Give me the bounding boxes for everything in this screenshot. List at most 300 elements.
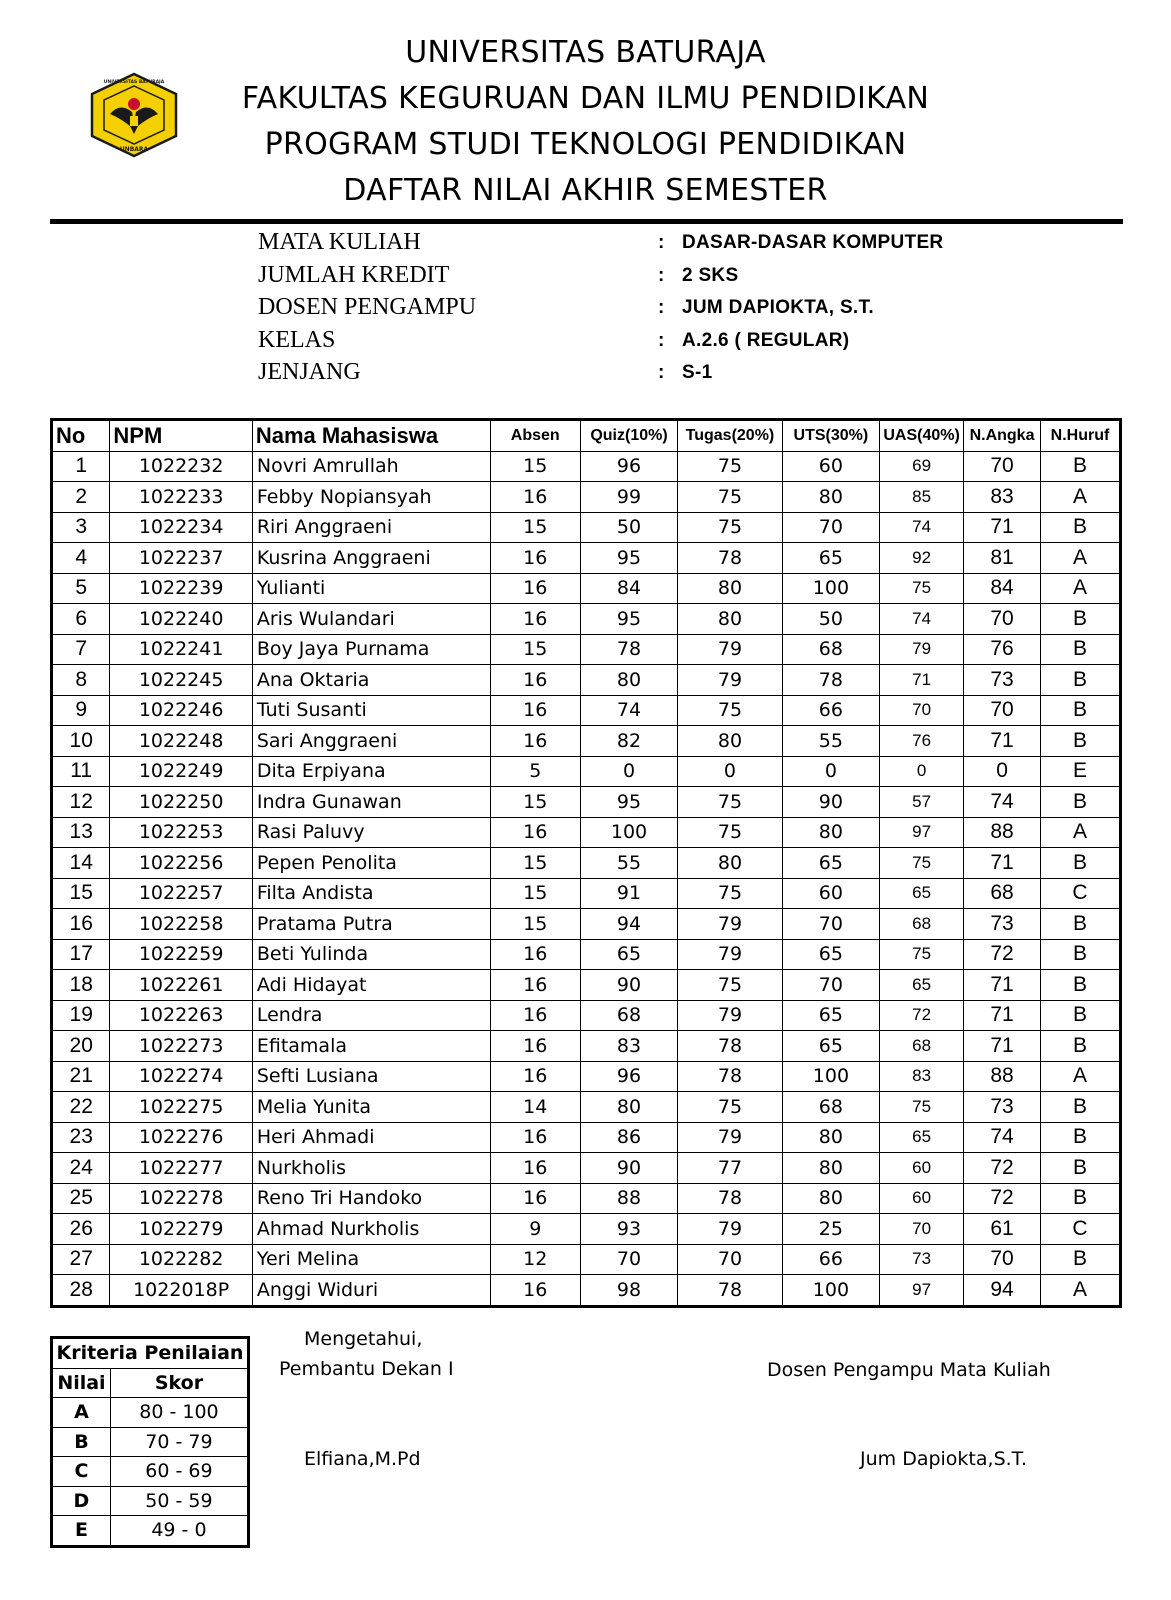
column-header: N.Huruf (1040, 420, 1120, 452)
column-header: Nama Mahasiswa (252, 420, 490, 452)
table-row (52, 1000, 1121, 1031)
table-cell: 16 (490, 1275, 580, 1307)
table-cell: 75 (678, 482, 783, 513)
table-cell: Filta Andista (252, 878, 490, 909)
table-cell: 65 (782, 543, 879, 574)
table-cell: Efitamala (252, 1031, 490, 1062)
table-cell: 72 (964, 939, 1041, 970)
table-cell: 99 (580, 482, 677, 513)
course-info-row (258, 291, 1078, 324)
table-cell: 79 (678, 1122, 783, 1153)
table-cell: 8 (52, 665, 110, 696)
criteria-score: 49 - 0 (110, 1516, 248, 1547)
course-info-row (258, 259, 1078, 292)
table-cell: 80 (782, 1183, 879, 1214)
table-cell: 78 (678, 543, 783, 574)
course-info-value: A.2.6 ( REGULAR) (682, 329, 850, 351)
table-cell: 75 (880, 1092, 964, 1123)
criteria-col-grade: Nilai (52, 1368, 111, 1398)
logo-text-bottom: UNBARA (119, 146, 149, 153)
table-cell: Lendra (252, 1000, 490, 1031)
table-cell: B (1040, 665, 1120, 696)
table-cell: 15 (490, 512, 580, 543)
table-row (52, 665, 1121, 696)
table-cell: 16 (490, 970, 580, 1001)
table-cell: 1022257 (110, 878, 252, 909)
table-cell: 21 (52, 1061, 110, 1092)
column-header: Quiz(10%) (580, 420, 677, 452)
table-cell: 26 (52, 1214, 110, 1245)
criteria-row (52, 1486, 249, 1516)
table-cell: 60 (782, 878, 879, 909)
table-cell: 1022237 (110, 543, 252, 574)
table-cell: 81 (964, 543, 1041, 574)
criteria-col-score: Skor (110, 1368, 248, 1398)
table-cell: Sefti Lusiana (252, 1061, 490, 1092)
table-cell: 50 (580, 512, 677, 543)
table-cell: B (1040, 787, 1120, 818)
table-cell: 70 (964, 1244, 1041, 1275)
table-cell: 72 (880, 1000, 964, 1031)
table-row (52, 573, 1121, 604)
table-cell: 65 (782, 1031, 879, 1062)
table-cell: 1022278 (110, 1183, 252, 1214)
course-info-row (258, 324, 1078, 357)
table-cell: 1022245 (110, 665, 252, 696)
table-cell: 1022276 (110, 1122, 252, 1153)
table-cell: 73 (964, 1092, 1041, 1123)
table-cell: 55 (782, 726, 879, 757)
course-info-label: JUMLAH KREDIT (258, 261, 450, 288)
table-cell: 3 (52, 512, 110, 543)
table-cell: Ana Oktaria (252, 665, 490, 696)
table-cell: 98 (580, 1275, 677, 1307)
table-cell: 75 (880, 573, 964, 604)
table-cell: 11 (52, 756, 110, 787)
document-title: DAFTAR NILAI AKHIR SEMESTER (343, 173, 828, 208)
table-cell: Yeri Melina (252, 1244, 490, 1275)
sign-left-name: Elfiana,M.Pd (304, 1448, 421, 1470)
table-cell: 60 (880, 1183, 964, 1214)
table-cell: A (1040, 543, 1120, 574)
header-divider (50, 219, 1123, 224)
table-cell: 16 (490, 543, 580, 574)
table-cell: B (1040, 909, 1120, 940)
table-cell: 55 (580, 848, 677, 879)
table-cell: 73 (964, 909, 1041, 940)
course-info-label: KELAS (258, 326, 336, 353)
table-row (52, 848, 1121, 879)
table-row (52, 970, 1121, 1001)
table-cell: 16 (490, 604, 580, 635)
table-cell: 83 (580, 1031, 677, 1062)
sign-left-line1: Mengetahui, (304, 1328, 423, 1350)
table-cell: 17 (52, 939, 110, 970)
table-cell: 70 (678, 1244, 783, 1275)
table-cell: 1 (52, 451, 110, 482)
table-cell: 1022018P (110, 1275, 252, 1307)
table-cell: 1022273 (110, 1031, 252, 1062)
university-name: UNIVERSITAS BATURAJA (405, 35, 766, 70)
table-cell: 84 (964, 573, 1041, 604)
table-cell: Tuti Susanti (252, 695, 490, 726)
sign-left-line2: Pembantu Dekan I (279, 1358, 454, 1380)
table-cell: 16 (490, 1122, 580, 1153)
table-cell: 80 (782, 482, 879, 513)
table-cell: 15 (52, 878, 110, 909)
table-cell: 74 (880, 604, 964, 635)
table-cell: 85 (880, 482, 964, 513)
criteria-row (52, 1457, 249, 1487)
table-cell: 90 (580, 1153, 677, 1184)
table-cell: 65 (782, 848, 879, 879)
table-cell: 70 (782, 970, 879, 1001)
table-cell: Adi Hidayat (252, 970, 490, 1001)
table-cell: 65 (880, 1122, 964, 1153)
table-cell: 78 (782, 665, 879, 696)
table-cell: Reno Tri Handoko (252, 1183, 490, 1214)
table-cell: 16 (490, 1183, 580, 1214)
table-cell: 77 (678, 1153, 783, 1184)
table-cell: 16 (490, 695, 580, 726)
table-cell: Anggi Widuri (252, 1275, 490, 1307)
table-cell: Kusrina Anggraeni (252, 543, 490, 574)
sign-right-name: Jum Dapiokta,S.T. (860, 1448, 1028, 1470)
table-cell: 1022248 (110, 726, 252, 757)
criteria-row (52, 1427, 249, 1457)
table-cell: 95 (580, 787, 677, 818)
table-cell: 92 (880, 543, 964, 574)
table-cell: 78 (678, 1183, 783, 1214)
table-cell: 28 (52, 1275, 110, 1307)
table-cell: 24 (52, 1153, 110, 1184)
table-cell: 70 (880, 695, 964, 726)
criteria-grade: A (52, 1398, 111, 1428)
table-cell: Febby Nopiansyah (252, 482, 490, 513)
table-cell: 60 (782, 451, 879, 482)
table-cell: 12 (52, 787, 110, 818)
table-cell: Pratama Putra (252, 909, 490, 940)
table-cell: 79 (678, 939, 783, 970)
table-cell: 88 (580, 1183, 677, 1214)
table-row (52, 939, 1121, 970)
table-cell: 25 (52, 1183, 110, 1214)
course-info-colon: : (658, 264, 665, 286)
table-cell: 1022263 (110, 1000, 252, 1031)
table-cell: 1022233 (110, 482, 252, 513)
table-cell: 75 (880, 848, 964, 879)
table-cell: 0 (880, 756, 964, 787)
table-cell: 15 (490, 909, 580, 940)
table-cell: 5 (52, 573, 110, 604)
table-cell: 66 (782, 1244, 879, 1275)
table-cell: 71 (880, 665, 964, 696)
logo-text-top: UNIVERSITAS BATURAJA (103, 80, 165, 85)
table-cell: 16 (490, 1061, 580, 1092)
table-cell: 1022275 (110, 1092, 252, 1123)
table-cell: 91 (580, 878, 677, 909)
table-cell: 68 (964, 878, 1041, 909)
table-cell: 10 (52, 726, 110, 757)
table-cell: 16 (490, 817, 580, 848)
table-cell: 1022277 (110, 1153, 252, 1184)
table-cell: B (1040, 1000, 1120, 1031)
table-cell: 1022250 (110, 787, 252, 818)
table-cell: 57 (880, 787, 964, 818)
table-cell: 84 (580, 573, 677, 604)
table-cell: 15 (490, 634, 580, 665)
table-cell: 22 (52, 1092, 110, 1123)
table-cell: Indra Gunawan (252, 787, 490, 818)
table-cell: 100 (782, 573, 879, 604)
table-cell: 96 (580, 1061, 677, 1092)
table-cell: 1022282 (110, 1244, 252, 1275)
course-info-label: MATA KULIAH (258, 229, 421, 255)
table-cell: 79 (880, 634, 964, 665)
table-cell: 71 (964, 1031, 1041, 1062)
table-cell: 68 (782, 1092, 879, 1123)
table-cell: 95 (580, 543, 677, 574)
table-cell: 70 (964, 604, 1041, 635)
table-cell: 25 (782, 1214, 879, 1245)
table-cell: 1022232 (110, 451, 252, 482)
table-row (52, 604, 1121, 635)
table-cell: 75 (678, 970, 783, 1001)
table-cell: 1022261 (110, 970, 252, 1001)
table-cell: 93 (580, 1214, 677, 1245)
column-header: UTS(30%) (782, 420, 879, 452)
course-info-label: JENJANG (258, 359, 361, 385)
table-cell: 16 (490, 665, 580, 696)
table-cell: 97 (880, 1275, 964, 1307)
table-cell: 1022249 (110, 756, 252, 787)
column-header: N.Angka (964, 420, 1041, 452)
table-cell: 90 (782, 787, 879, 818)
table-cell: 70 (580, 1244, 677, 1275)
table-cell: A (1040, 482, 1120, 513)
table-cell: Novri Amrullah (252, 451, 490, 482)
table-row (52, 634, 1121, 665)
table-row (52, 756, 1121, 787)
table-cell: 1022239 (110, 573, 252, 604)
table-cell: 9 (52, 695, 110, 726)
course-info-colon: : (658, 232, 665, 253)
table-cell: 83 (880, 1061, 964, 1092)
table-cell: 1022234 (110, 512, 252, 543)
table-row (52, 817, 1121, 848)
table-cell: 71 (964, 726, 1041, 757)
table-cell: 1022274 (110, 1061, 252, 1092)
table-cell: 65 (782, 939, 879, 970)
table-cell: 100 (580, 817, 677, 848)
table-cell: 80 (678, 604, 783, 635)
table-cell: 95 (580, 604, 677, 635)
table-cell: 1022256 (110, 848, 252, 879)
table-cell: 94 (964, 1275, 1041, 1307)
table-cell: 6 (52, 604, 110, 635)
table-cell: 1022279 (110, 1214, 252, 1245)
criteria-grade: C (52, 1457, 111, 1487)
table-cell: 1022241 (110, 634, 252, 665)
table-cell: 76 (880, 726, 964, 757)
table-cell: 2 (52, 482, 110, 513)
course-info-row (258, 226, 1078, 259)
table-cell: 1022259 (110, 939, 252, 970)
table-cell: 70 (782, 512, 879, 543)
table-cell: B (1040, 604, 1120, 635)
table-cell: 12 (490, 1244, 580, 1275)
table-cell: 0 (964, 756, 1041, 787)
table-cell: 80 (580, 665, 677, 696)
table-cell: 75 (678, 695, 783, 726)
table-cell: 100 (782, 1061, 879, 1092)
table-cell: B (1040, 1153, 1120, 1184)
table-row (52, 726, 1121, 757)
table-cell: 16 (490, 1031, 580, 1062)
course-info-value: S-1 (682, 362, 713, 383)
table-cell: 9 (490, 1214, 580, 1245)
table-row (52, 1122, 1121, 1153)
table-cell: 65 (880, 878, 964, 909)
table-cell: 71 (964, 848, 1041, 879)
table-cell: 68 (580, 1000, 677, 1031)
table-cell: 1022240 (110, 604, 252, 635)
table-cell: B (1040, 726, 1120, 757)
table-cell: 66 (782, 695, 879, 726)
table-cell: 27 (52, 1244, 110, 1275)
table-cell: Rasi Paluvy (252, 817, 490, 848)
table-cell: 1022258 (110, 909, 252, 940)
table-cell: B (1040, 1183, 1120, 1214)
table-cell: 23 (52, 1122, 110, 1153)
table-cell: B (1040, 939, 1120, 970)
table-cell: 65 (782, 1000, 879, 1031)
table-cell: 96 (580, 451, 677, 482)
table-cell: Ahmad Nurkholis (252, 1214, 490, 1245)
table-cell: 1022246 (110, 695, 252, 726)
table-cell: 20 (52, 1031, 110, 1062)
table-header-row (52, 420, 1121, 452)
table-cell: Heri Ahmadi (252, 1122, 490, 1153)
column-header: Absen (490, 420, 580, 452)
table-cell: 82 (580, 726, 677, 757)
table-cell: 14 (490, 1092, 580, 1123)
criteria-score: 50 - 59 (110, 1486, 248, 1516)
table-cell: 74 (880, 512, 964, 543)
column-header: No (52, 420, 110, 452)
criteria-title: Kriteria Penilaian (52, 1338, 249, 1369)
table-cell: 0 (782, 756, 879, 787)
table-cell: 1022253 (110, 817, 252, 848)
table-cell: 75 (678, 512, 783, 543)
table-cell: 79 (678, 909, 783, 940)
table-cell: 75 (678, 451, 783, 482)
table-row (52, 482, 1121, 513)
table-cell: 78 (678, 1275, 783, 1307)
table-cell: Dita Erpiyana (252, 756, 490, 787)
table-cell: Riri Anggraeni (252, 512, 490, 543)
table-cell: B (1040, 695, 1120, 726)
table-cell: 14 (52, 848, 110, 879)
table-cell: 70 (964, 695, 1041, 726)
table-cell: 73 (880, 1244, 964, 1275)
table-cell: 80 (678, 573, 783, 604)
criteria-score: 80 - 100 (110, 1398, 248, 1428)
table-cell: 75 (880, 939, 964, 970)
course-info-colon: : (658, 297, 665, 318)
table-cell: 75 (678, 878, 783, 909)
criteria-table (50, 1336, 250, 1548)
table-cell: 75 (678, 787, 783, 818)
table-cell: 70 (782, 909, 879, 940)
table-row (52, 1214, 1121, 1245)
table-cell: 80 (580, 1092, 677, 1123)
faculty-name: FAKULTAS KEGURUAN DAN ILMU PENDIDIKAN (241, 81, 930, 116)
table-cell: 4 (52, 543, 110, 574)
table-cell: 60 (880, 1153, 964, 1184)
table-cell: A (1040, 1275, 1120, 1307)
table-cell: 73 (964, 665, 1041, 696)
table-cell: 0 (580, 756, 677, 787)
grades-table (50, 418, 1122, 1308)
column-header: NPM (110, 420, 252, 452)
course-info-value: 2 SKS (682, 264, 739, 286)
table-cell: 65 (880, 970, 964, 1001)
course-info-colon: : (658, 329, 665, 351)
table-row (52, 1061, 1121, 1092)
course-info-value: JUM DAPIOKTA, S.T. (682, 297, 874, 318)
table-row (52, 878, 1121, 909)
table-row (52, 451, 1121, 482)
table-cell: 75 (678, 817, 783, 848)
table-cell: 5 (490, 756, 580, 787)
table-cell: 71 (964, 970, 1041, 1001)
table-cell: B (1040, 451, 1120, 482)
table-cell: Yulianti (252, 573, 490, 604)
table-row (52, 1031, 1121, 1062)
table-cell: B (1040, 848, 1120, 879)
table-cell: 19 (52, 1000, 110, 1031)
table-cell: 80 (782, 1153, 879, 1184)
table-cell: 13 (52, 817, 110, 848)
table-cell: B (1040, 1244, 1120, 1275)
table-row (52, 543, 1121, 574)
program-name: PROGRAM STUDI TEKNOLOGI PENDIDIKAN (264, 127, 907, 162)
table-cell: 74 (580, 695, 677, 726)
table-row (52, 1275, 1121, 1307)
table-cell: 71 (964, 1000, 1041, 1031)
table-cell: 72 (964, 1153, 1041, 1184)
table-cell: B (1040, 1031, 1120, 1062)
table-cell: 97 (880, 817, 964, 848)
table-cell: 68 (880, 1031, 964, 1062)
table-cell: Nurkholis (252, 1153, 490, 1184)
criteria-grade: D (52, 1486, 111, 1516)
table-cell: 94 (580, 909, 677, 940)
course-info-colon: : (658, 362, 665, 383)
table-row (52, 1183, 1121, 1214)
table-cell: 16 (490, 1000, 580, 1031)
table-cell: 71 (964, 512, 1041, 543)
table-cell: 16 (490, 939, 580, 970)
table-cell: B (1040, 512, 1120, 543)
column-header: UAS(40%) (880, 420, 964, 452)
table-cell: Melia Yunita (252, 1092, 490, 1123)
table-row (52, 695, 1121, 726)
table-cell: 80 (782, 1122, 879, 1153)
table-cell: 79 (678, 1000, 783, 1031)
table-cell: 15 (490, 787, 580, 818)
